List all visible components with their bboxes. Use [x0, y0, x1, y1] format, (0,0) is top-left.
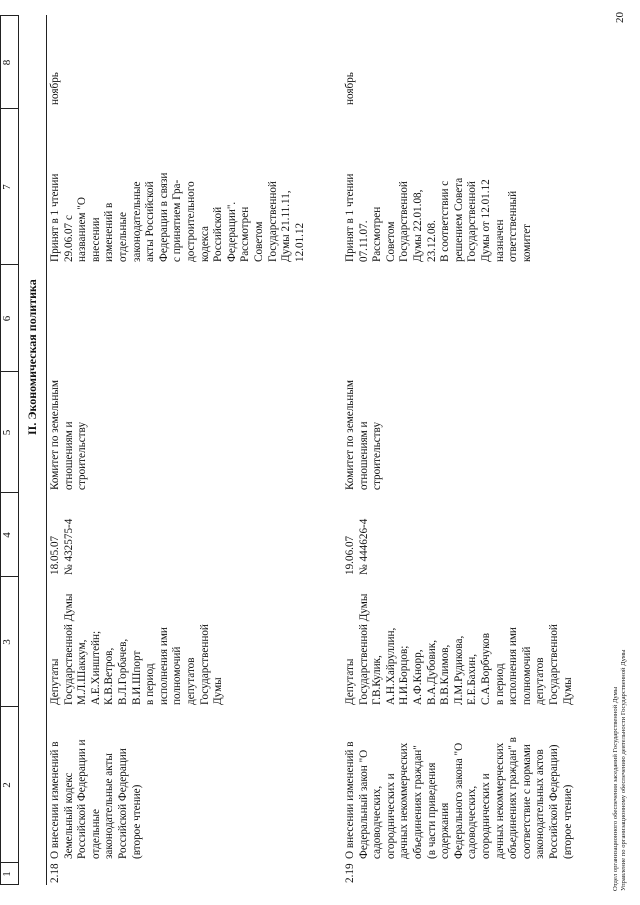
header-bottom-rule — [18, 15, 19, 885]
col-header-1: 1 — [1, 871, 13, 877]
col-header-2: 2 — [1, 782, 13, 788]
planned-month: ноябрь — [344, 72, 356, 105]
page-number: 20 — [614, 12, 626, 23]
row-number: 2.19 — [344, 863, 356, 883]
col-header-6: 6 — [1, 315, 13, 322]
col-header-4: 4 — [1, 532, 13, 538]
bill-status: Принят в 1 чтении 07.11.07. Рассмотрен Советом Государственной Думы 22.01.08, 23.12.08. В соответствии с решением Совета Государственной Думы от 12.01.12 назначен ответственный комитет — [344, 173, 533, 262]
section-bottom-rule — [46, 15, 47, 885]
bill-status: Принят в 1 чтении 29.06.07 с названием "О внесении изменений в отдельные законодательные акты Российской Федерации в связи с принятием Гра- достроительного кодекса Российской Федерации". Рассмотрен Советом Государственной Думы 21.11.11, 12.01.12 — [49, 172, 306, 262]
bill-title: О внесении изменений в Федеральный закон "О садоводческих, огороднических и дачных некоммерческих объединениях граждан" (в части приведения содержания Федерального закона "О садоводческих, огороднических и дачных некоммерческих объединениях граждан" в соответствие с нормами законодательных актов Российской Федерации) (второе чтение) — [344, 737, 574, 859]
bill-date-number: 19.06.07 № 444626-4 — [344, 518, 370, 575]
bill-authors: Депутаты Государственной Думы М.Л.Шаккум, А.Е.Хинштейн; К.В.Ветров, В.Л.Горбачев, В.И.Шпорт в период исполнения ими полномочий депутатов Государственной Думы — [49, 593, 225, 705]
responsible-committee: Комитет по земельным отношениям и строительству — [344, 380, 384, 490]
section-title: II. Экономическая политика — [25, 279, 39, 435]
planned-month: ноябрь — [49, 72, 61, 105]
bill-date-number: 18.05.07 № 432575-4 — [49, 518, 75, 575]
bill-title: О внесении изменений в Земельный кодекс Российской Федерации и отдельные законодательные акты Российской Федерации (второе чтение) — [49, 739, 143, 859]
bill-authors: Депутаты Государственной Думы Г.В.Кулик, А.Н.Хайруллин, Н.И.Борцов; А.Ф.Кнорр, В.А.Дубовик, В.В.Климов, Л.М.Рудикова, Е.Е.Бахин, С.А.Ворбчуков в период исполнения ими полномочий депутатов Государственной Думы — [344, 593, 574, 705]
col-header-7: 7 — [1, 184, 13, 190]
col-header-8: 8 — [1, 59, 13, 66]
row-number: 2.18 — [49, 863, 61, 883]
footer-department: Отдел организационного обеспечения заседаний Государственной Думы — [612, 686, 619, 891]
col-header-5: 5 — [1, 429, 13, 436]
responsible-committee: Комитет по земельным отношениям и строительству — [49, 380, 89, 490]
footer-directorate: Управление по организационному обеспечению деятельности Государственной Думы — [620, 649, 627, 891]
col-header-3: 3 — [1, 639, 13, 645]
